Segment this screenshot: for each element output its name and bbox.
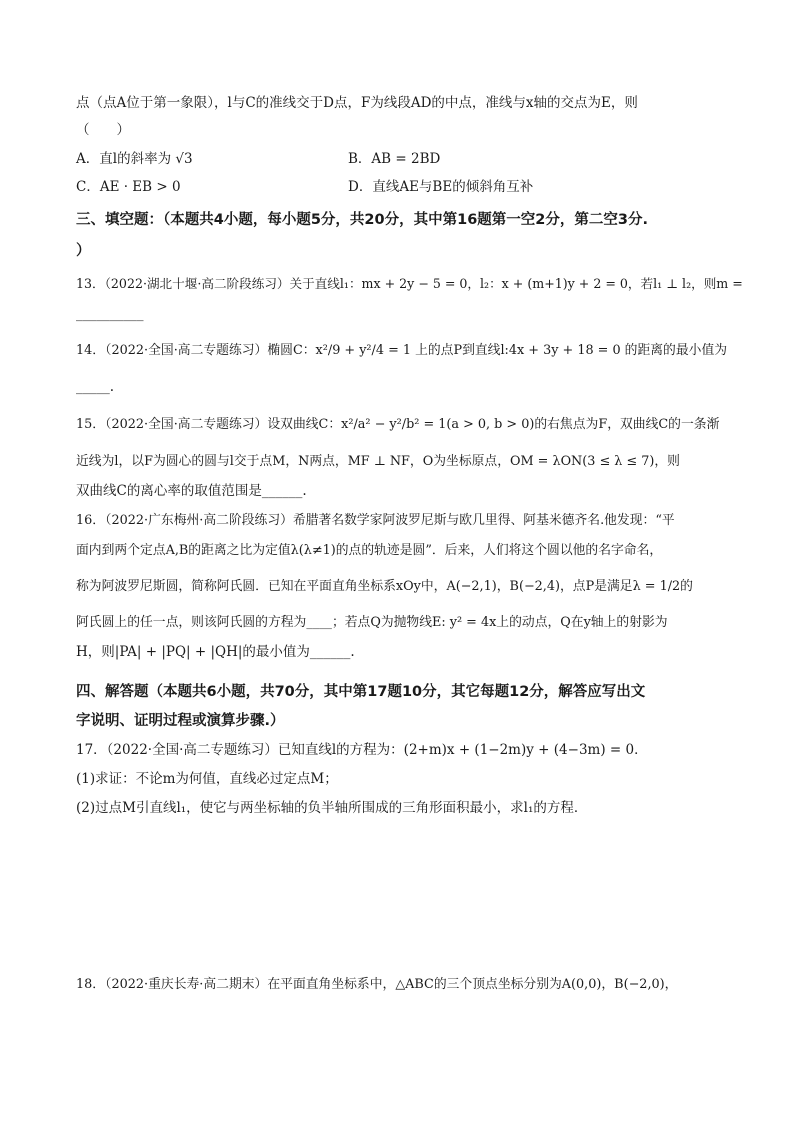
- q14-answer-blank: _____.: [76, 379, 115, 395]
- q13-stem-line1: 13．（2022·湖北十堰·高二阶段练习）关于直线l₁：mx + 2y − 5 = 0，l₂：x + (m+1)y + 2 = 0，若l₁ ⊥ l₂，则m =: [76, 276, 743, 291]
- q13-answer-blank: __________: [76, 306, 144, 322]
- q12-option-a: A．直l的斜率为 √3: [76, 151, 193, 167]
- section4-heading-line2: 字说明、证明过程或演算步骤.）: [76, 713, 285, 729]
- q12-stem-line1: 点（点A位于第一象限），l与C的准线交于D点，F为线段AD的中点，准线与x轴的交点为E，则: [76, 95, 638, 111]
- q17-part1: (1)求证：不论m为何值，直线必过定点M；: [76, 771, 338, 787]
- q12-stem-line2: （ ）: [76, 122, 130, 138]
- q16-stem-line3: 称为阿波罗尼斯圆，简称阿氏圆．已知在平面直角坐标系xOy中，A(−2,1)，B(−2,4)，点P是满足λ = 1/2的: [76, 579, 693, 594]
- q16-stem-line4: 阿氏圆上的任一点，则该阿氏圆的方程为____；若点Q为抛物线E: y² = 4x上的动点，Q在y轴上的射影为: [76, 615, 668, 630]
- section3-heading-line2: ）: [76, 243, 91, 259]
- q15-stem-line3: 双曲线C的离心率的取值范围是______.: [76, 483, 307, 499]
- q15-stem-line2: 近线为l，以F为圆心的圆与l交于点M，N两点，MF ⊥ NF，O为坐标原点，OM = λON(3 ≤ λ ≤ 7)，则: [76, 454, 680, 469]
- q17-part2: (2)过点M引直线l₁，使它与两坐标轴的负半轴所围成的三角形面积最小，求l₁的方程．: [76, 800, 588, 816]
- section3-heading-line1: 三、填空题：（本题共4小题，每小题5分，共20分，其中第16题第一空2分，第二空3分.: [76, 212, 648, 228]
- q17-stem-line1: 17．（2022·全国·高二专题练习）已知直线l的方程为：(2+m)x + (1−2m)y + (4−3m) = 0．: [76, 742, 648, 758]
- q15-stem-line1: 15．（2022·全国·高二专题练习）设双曲线C：x²/a² − y²/b² = 1(a > 0, b > 0)的右焦点为F，双曲线C的一条渐: [76, 417, 720, 432]
- q12-option-c: C．AE · EB > 0: [76, 179, 181, 195]
- q14-stem-line1: 14．（2022·全国·高二专题练习）椭圆C：x²/9 + y²/4 = 1 上的点P到直线l:4x + 3y + 18 = 0 的距离的最小值为: [76, 343, 728, 358]
- q12-option-b: B．AB = 2BD: [348, 151, 441, 167]
- q12-option-d: D．直线AE与BE的倾斜角互补: [348, 179, 534, 195]
- q16-stem-line1: 16．（2022·广东梅州·高二阶段练习）希腊著名数学家阿波罗尼斯与欧几里得、阿基米德齐名.他发现：“平: [76, 513, 675, 528]
- q16-stem-line5: H，则|PA| + |PQ| + |QH|的最小值为______.: [76, 644, 355, 660]
- q18-stem-line1: 18．（2022·重庆长寿·高二期末）在平面直角坐标系中，△ABC的三个顶点坐标分别为A(0,0)，B(−2,0)，: [76, 977, 678, 992]
- section4-heading-line1: 四、解答题（本题共6小题，共70分，其中第17题10分，其它每题12分，解答应写出文: [76, 684, 646, 700]
- q16-stem-line2: 面内到两个定点A,B的距离之比为定值λ(λ≠1)的点的轨迹是圆”．后来，人们将这个圆以他的名字命名，: [76, 543, 663, 558]
